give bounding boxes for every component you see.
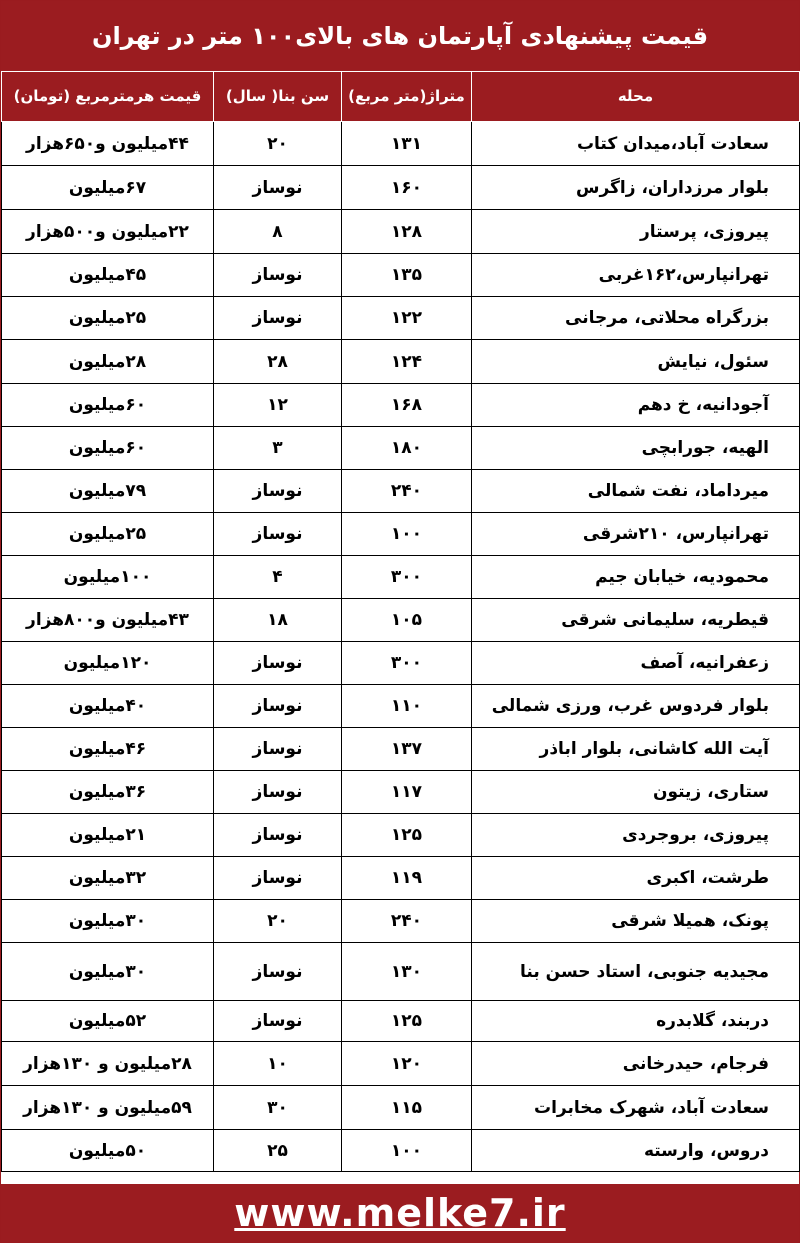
cell-price: ۲۱میلیون bbox=[2, 814, 214, 857]
table-row bbox=[2, 122, 800, 166]
cell-size: ۱۳۷ bbox=[342, 728, 472, 771]
cell-age: نوساز bbox=[214, 685, 342, 728]
cell-area: فرجام، حیدرخانی bbox=[472, 1042, 800, 1086]
table-row bbox=[2, 943, 800, 1001]
cell-area: پیروزی، پرستار bbox=[472, 210, 800, 254]
cell-area: بلوار مرزداران، زاگرس bbox=[472, 166, 800, 210]
cell-size: ۱۳۱ bbox=[342, 122, 472, 166]
cell-price: ۲۸میلیون و ۱۳۰هزار bbox=[2, 1042, 214, 1086]
table-row bbox=[2, 1042, 800, 1086]
cell-area: مجیدیه جنوبی، استاد حسن بنا bbox=[472, 943, 800, 1001]
cell-size: ۱۲۵ bbox=[342, 1001, 472, 1042]
cell-price: ۵۹میلیون و ۱۳۰هزار bbox=[2, 1086, 214, 1130]
table-row bbox=[2, 340, 800, 384]
cell-price: ۲۲میلیون و۵۰۰هزار bbox=[2, 210, 214, 254]
cell-size: ۱۲۲ bbox=[342, 297, 472, 340]
cell-age: ۲۸ bbox=[214, 340, 342, 384]
cell-age: ۱۰ bbox=[214, 1042, 342, 1086]
cell-area: طرشت، اکبری bbox=[472, 857, 800, 900]
cell-area: دروس، وارسته bbox=[472, 1130, 800, 1172]
cell-size: ۱۱۷ bbox=[342, 771, 472, 814]
cell-age: نوساز bbox=[214, 728, 342, 771]
cell-size: ۱۲۴ bbox=[342, 340, 472, 384]
cell-age: ۱۸ bbox=[214, 599, 342, 642]
cell-area: ستاری، زیتون bbox=[472, 771, 800, 814]
cell-age: ۸ bbox=[214, 210, 342, 254]
cell-age: نوساز bbox=[214, 771, 342, 814]
cell-size: ۱۲۰ bbox=[342, 1042, 472, 1086]
cell-size: ۱۸۰ bbox=[342, 427, 472, 470]
cell-age: ۴ bbox=[214, 556, 342, 599]
cell-price: ۶۰میلیون bbox=[2, 384, 214, 427]
cell-price: ۱۲۰میلیون bbox=[2, 642, 214, 685]
cell-size: ۱۲۵ bbox=[342, 814, 472, 857]
header-area: محله bbox=[472, 72, 800, 122]
cell-age: نوساز bbox=[214, 513, 342, 556]
cell-price: ۳۶میلیون bbox=[2, 771, 214, 814]
table-row bbox=[2, 728, 800, 771]
table-row bbox=[2, 685, 800, 728]
cell-size: ۱۶۰ bbox=[342, 166, 472, 210]
cell-age: ۱۲ bbox=[214, 384, 342, 427]
cell-size: ۱۰۰ bbox=[342, 1130, 472, 1172]
page-title: قیمت پیشنهادی آپارتمان های بالای۱۰۰ متر در تهران bbox=[1, 1, 799, 71]
cell-size: ۱۰۵ bbox=[342, 599, 472, 642]
cell-size: ۱۱۵ bbox=[342, 1086, 472, 1130]
cell-size: ۲۴۰ bbox=[342, 470, 472, 513]
cell-age: نوساز bbox=[214, 254, 342, 297]
cell-area: آیت الله کاشانی، بلوار اباذر bbox=[472, 728, 800, 771]
cell-area: تهرانپارس، ۲۱۰شرقی bbox=[472, 513, 800, 556]
cell-price: ۳۲میلیون bbox=[2, 857, 214, 900]
cell-price: ۵۲میلیون bbox=[2, 1001, 214, 1042]
cell-age: ۲۰ bbox=[214, 122, 342, 166]
cell-size: ۱۱۰ bbox=[342, 685, 472, 728]
cell-area: پیروزی، بروجردی bbox=[472, 814, 800, 857]
cell-age: نوساز bbox=[214, 166, 342, 210]
cell-price: ۴۰میلیون bbox=[2, 685, 214, 728]
cell-area: سئول، نیایش bbox=[472, 340, 800, 384]
table-row bbox=[2, 1130, 800, 1172]
cell-price: ۴۶میلیون bbox=[2, 728, 214, 771]
cell-area: الهیه، جورابچی bbox=[472, 427, 800, 470]
table-row bbox=[2, 513, 800, 556]
table-row bbox=[2, 470, 800, 513]
cell-price: ۳۰میلیون bbox=[2, 900, 214, 943]
table-row bbox=[2, 642, 800, 685]
cell-price: ۳۰میلیون bbox=[2, 943, 214, 1001]
cell-age: نوساز bbox=[214, 1001, 342, 1042]
cell-age: ۳ bbox=[214, 427, 342, 470]
cell-age: نوساز bbox=[214, 943, 342, 1001]
header-age: سن بنا( سال) bbox=[214, 72, 342, 122]
cell-area: پونک، همیلا شرقی bbox=[472, 900, 800, 943]
cell-size: ۱۰۰ bbox=[342, 513, 472, 556]
cell-size: ۳۰۰ bbox=[342, 642, 472, 685]
cell-age: نوساز bbox=[214, 857, 342, 900]
table-row bbox=[2, 1086, 800, 1130]
table-row bbox=[2, 814, 800, 857]
table-row bbox=[2, 599, 800, 642]
footer bbox=[1, 1184, 799, 1242]
cell-area: سعادت آباد، شهرک مخابرات bbox=[472, 1086, 800, 1130]
cell-age: ۲۵ bbox=[214, 1130, 342, 1172]
table-row bbox=[2, 384, 800, 427]
cell-price: ۱۰۰میلیون bbox=[2, 556, 214, 599]
table-row bbox=[2, 210, 800, 254]
cell-age: نوساز bbox=[214, 814, 342, 857]
cell-size: ۱۲۸ bbox=[342, 210, 472, 254]
table-header-row bbox=[2, 72, 800, 122]
table-row bbox=[2, 556, 800, 599]
table-row bbox=[2, 857, 800, 900]
table-row bbox=[2, 166, 800, 210]
table-row bbox=[2, 254, 800, 297]
cell-age: ۳۰ bbox=[214, 1086, 342, 1130]
header-size: متراژ(متر مربع) bbox=[342, 72, 472, 122]
cell-size: ۱۶۸ bbox=[342, 384, 472, 427]
table-row bbox=[2, 297, 800, 340]
cell-price: ۶۰میلیون bbox=[2, 427, 214, 470]
table-row bbox=[2, 900, 800, 943]
cell-area: محمودیه، خیابان جیم bbox=[472, 556, 800, 599]
cell-price: ۷۹میلیون bbox=[2, 470, 214, 513]
table-body bbox=[2, 122, 800, 1172]
cell-price: ۲۵میلیون bbox=[2, 297, 214, 340]
cell-age: ۲۰ bbox=[214, 900, 342, 943]
cell-area: تهرانپارس،۱۶۲غربی bbox=[472, 254, 800, 297]
cell-price: ۲۸میلیون bbox=[2, 340, 214, 384]
cell-price: ۴۵میلیون bbox=[2, 254, 214, 297]
cell-price: ۵۰میلیون bbox=[2, 1130, 214, 1172]
cell-age: نوساز bbox=[214, 297, 342, 340]
cell-size: ۲۴۰ bbox=[342, 900, 472, 943]
cell-area: سعادت آباد،میدان کتاب bbox=[472, 122, 800, 166]
cell-area: میرداماد، نفت شمالی bbox=[472, 470, 800, 513]
cell-price: ۶۷میلیون bbox=[2, 166, 214, 210]
cell-area: زعفرانیه، آصف bbox=[472, 642, 800, 685]
cell-size: ۱۳۰ bbox=[342, 943, 472, 1001]
table-row bbox=[2, 427, 800, 470]
cell-area: قیطریه، سلیمانی شرقی bbox=[472, 599, 800, 642]
cell-age: نوساز bbox=[214, 642, 342, 685]
website-link[interactable]: www.melke7.ir bbox=[234, 1191, 566, 1235]
price-table bbox=[1, 71, 800, 1172]
table-row bbox=[2, 1001, 800, 1042]
cell-size: ۱۱۹ bbox=[342, 857, 472, 900]
cell-price: ۴۴میلیون و۶۵۰هزار bbox=[2, 122, 214, 166]
cell-area: آجودانیه، خ دهم bbox=[472, 384, 800, 427]
cell-price: ۲۵میلیون bbox=[2, 513, 214, 556]
table-row bbox=[2, 771, 800, 814]
cell-price: ۴۳میلیون و۸۰۰هزار bbox=[2, 599, 214, 642]
cell-area: بزرگراه محلاتی، مرجانی bbox=[472, 297, 800, 340]
cell-size: ۱۳۵ bbox=[342, 254, 472, 297]
cell-area: دربند، گلابدره bbox=[472, 1001, 800, 1042]
header-price: قیمت هرمترمربع (تومان) bbox=[2, 72, 214, 122]
cell-age: نوساز bbox=[214, 470, 342, 513]
cell-size: ۳۰۰ bbox=[342, 556, 472, 599]
cell-area: بلوار فردوس غرب، ورزی شمالی bbox=[472, 685, 800, 728]
